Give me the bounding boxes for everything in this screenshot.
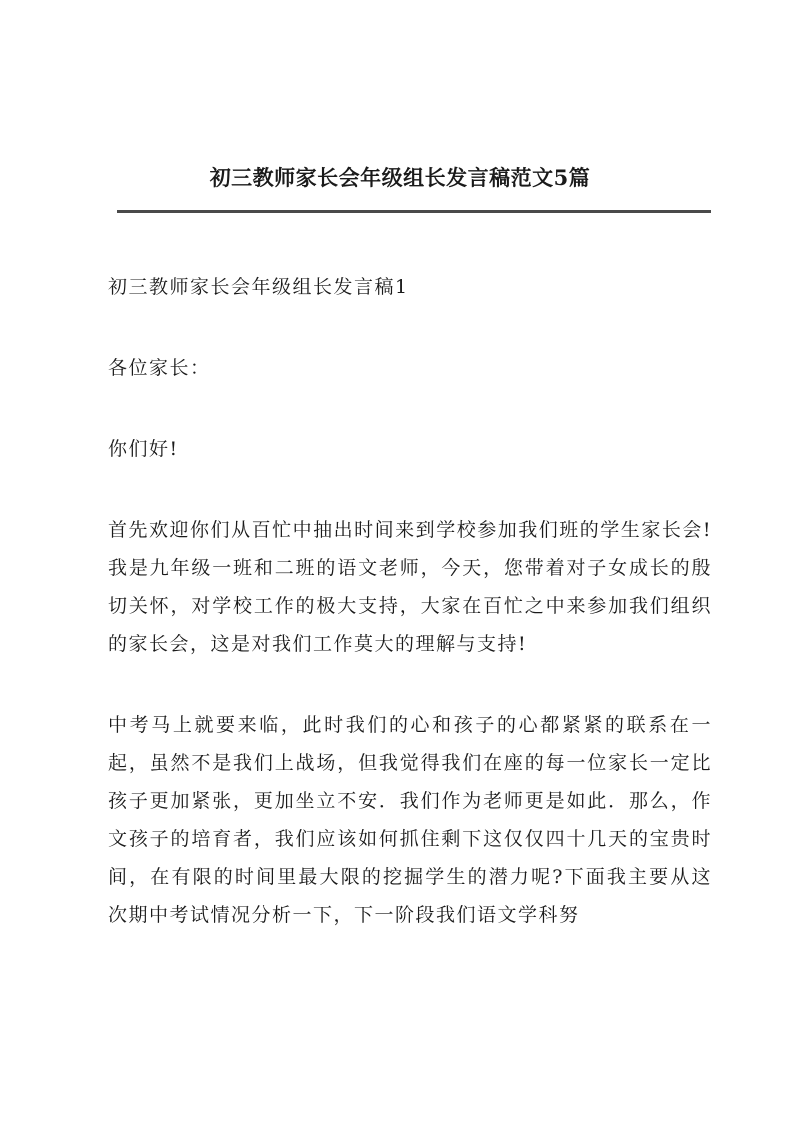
- section-heading: 初三教师家长会年级组长发言稿1: [108, 276, 409, 298]
- body-paragraph-exam: 中考马上就要来临，此时我们的心和孩子的心都紧紧的联系在一起，虽然不是我们上战场，但我觉得我们在座的每一位家长一定比孩子更加紧张，更加坐立不安．我们作为老师更是如此．那么，作文孩子的培育者，我们应该如何抓住剩下这仅仅四十几天的宝贵时间，在有限的时间里最大限的挖掘学生的潜力呢?下面我主要从这次期中考试情况分析一下，下一阶段我们语文学科努: [108, 714, 712, 926]
- salutation: 各位家长：: [108, 357, 211, 379]
- document-title: 初三教师家长会年级组长发言稿范文5篇: [209, 165, 591, 190]
- body-paragraph-welcome: 首先欢迎你们从百忙中抽出时间来到学校参加我们班的学生家长会!我是九年级一班和二班的语文老师，今天，您带着对子女成长的殷切关怀，对学校工作的极大支持，大家在百忙之中来参加我们组织的家长会，这是对我们工作莫大的理解与支持!: [108, 519, 712, 655]
- document-body: [108, 268, 712, 977]
- greeting: 你们好!: [108, 438, 179, 460]
- title-divider: [117, 210, 711, 213]
